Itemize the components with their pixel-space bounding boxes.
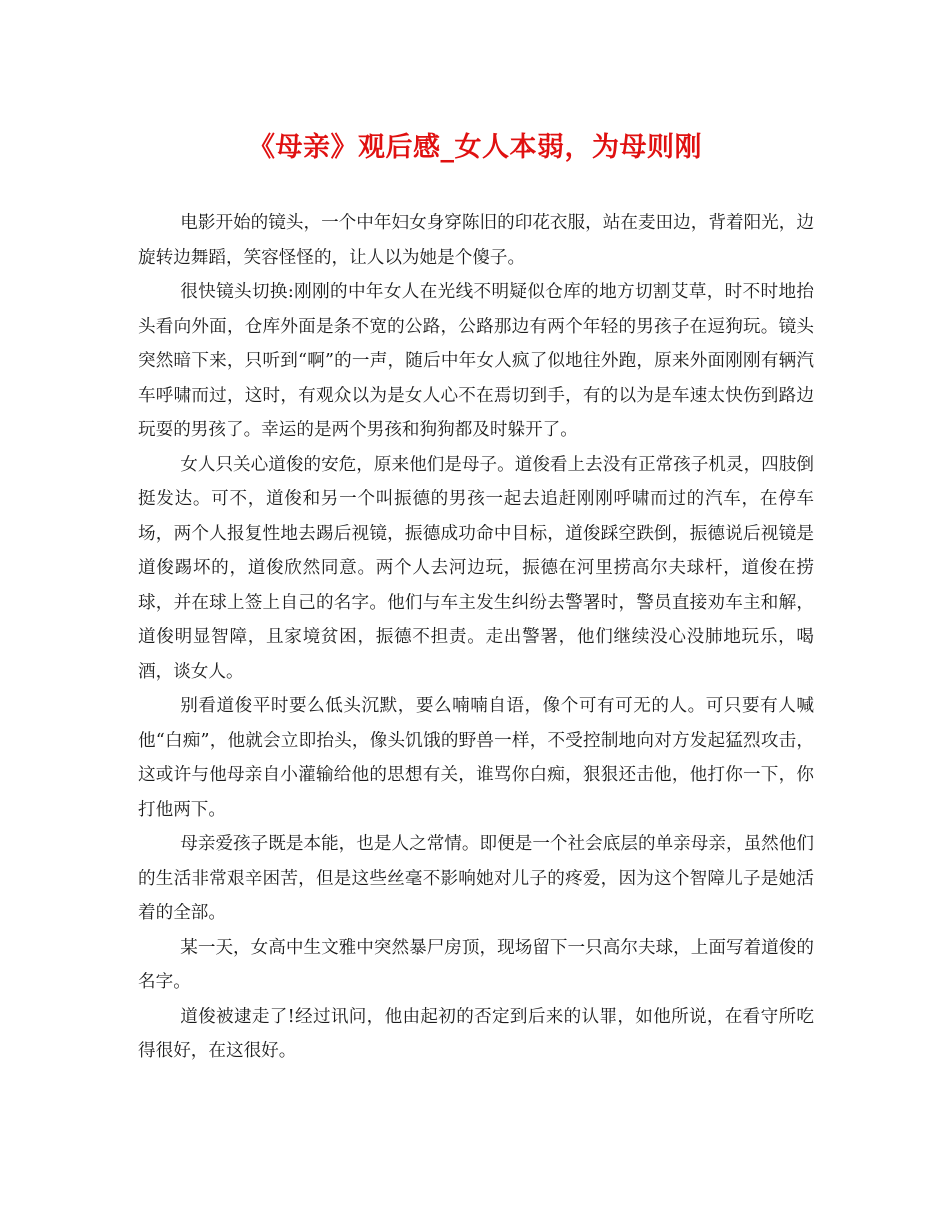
paragraph: 电影开始的镜头，一个中年妇女身穿陈旧的印花衣服，站在麦田边，背着阳光，边旋转边舞蹈，笑容怪怪的，让人以为她是个傻子。 xyxy=(138,213,814,268)
document-title: 《母亲》观后感_女人本弱，为母则刚 xyxy=(248,132,702,163)
paragraph: 某一天，女高中生文雅中突然暴尸房顶，现场留下一只高尔夫球，上面写着道俊的名字。 xyxy=(138,937,814,992)
paragraph: 母亲爱孩子既是本能，也是人之常情。即便是一个社会底层的单亲母亲，虽然他们的生活非常艰辛困苦，但是这些丝毫不影响她对儿子的疼爱，因为这个智障儿子是她活着的全部。 xyxy=(138,834,814,923)
paragraph: 道俊被逮走了!经过讯问，他由起初的否定到后来的认罪，如他所说，在看守所吃得很好，在这很好。 xyxy=(138,1006,814,1061)
paragraph: 别看道俊平时要么低头沉默，要么喃喃自语，像个可有可无的人。可只要有人喊他“白痴”，他就会立即抬头，像头饥饿的野兽一样，不受控制地向对方发起猛烈攻击，这或许与他母亲自小灌输给他的思想有关，谁骂你白痴，狠狠还击他，他打你一下，你打他两下。 xyxy=(138,696,814,820)
document-body xyxy=(138,206,814,1069)
paragraph: 很快镜头切换:刚刚的中年女人在光线不明疑似仓库的地方切割艾草，时不时地抬头看向外面，仓库外面是条不宽的公路，公路那边有两个年轻的男孩子在逗狗玩。镜头突然暗下来，只听到“啊”的一声，随后中年女人疯了似地往外跑，原来外面刚刚有辆汽车呼啸而过，这时，有观众以为是女人心不在焉切到手，有的以为是车速太快伤到路边玩耍的男孩了。幸运的是两个男孩和狗狗都及时躲开了。 xyxy=(138,282,814,440)
paragraph: 女人只关心道俊的安危，原来他们是母子。道俊看上去没有正常孩子机灵，四肢倒挺发达。可不，道俊和另一个叫振德的男孩一起去追赶刚刚呼啸而过的汽车，在停车场，两个人报复性地去踢后视镜，振德成功命中目标，道俊踩空跌倒，振德说后视镜是道俊踢坏的，道俊欣然同意。两个人去河边玩，振德在河里捞高尔夫球杆，道俊在捞球，并在球上签上自己的名字。他们与车主发生纠纷去警署时，警员直接劝车主和解，道俊明显智障，且家境贫困，振德不担责。走出警署，他们继续没心没肺地玩乐，喝酒，谈女人。 xyxy=(138,454,814,682)
